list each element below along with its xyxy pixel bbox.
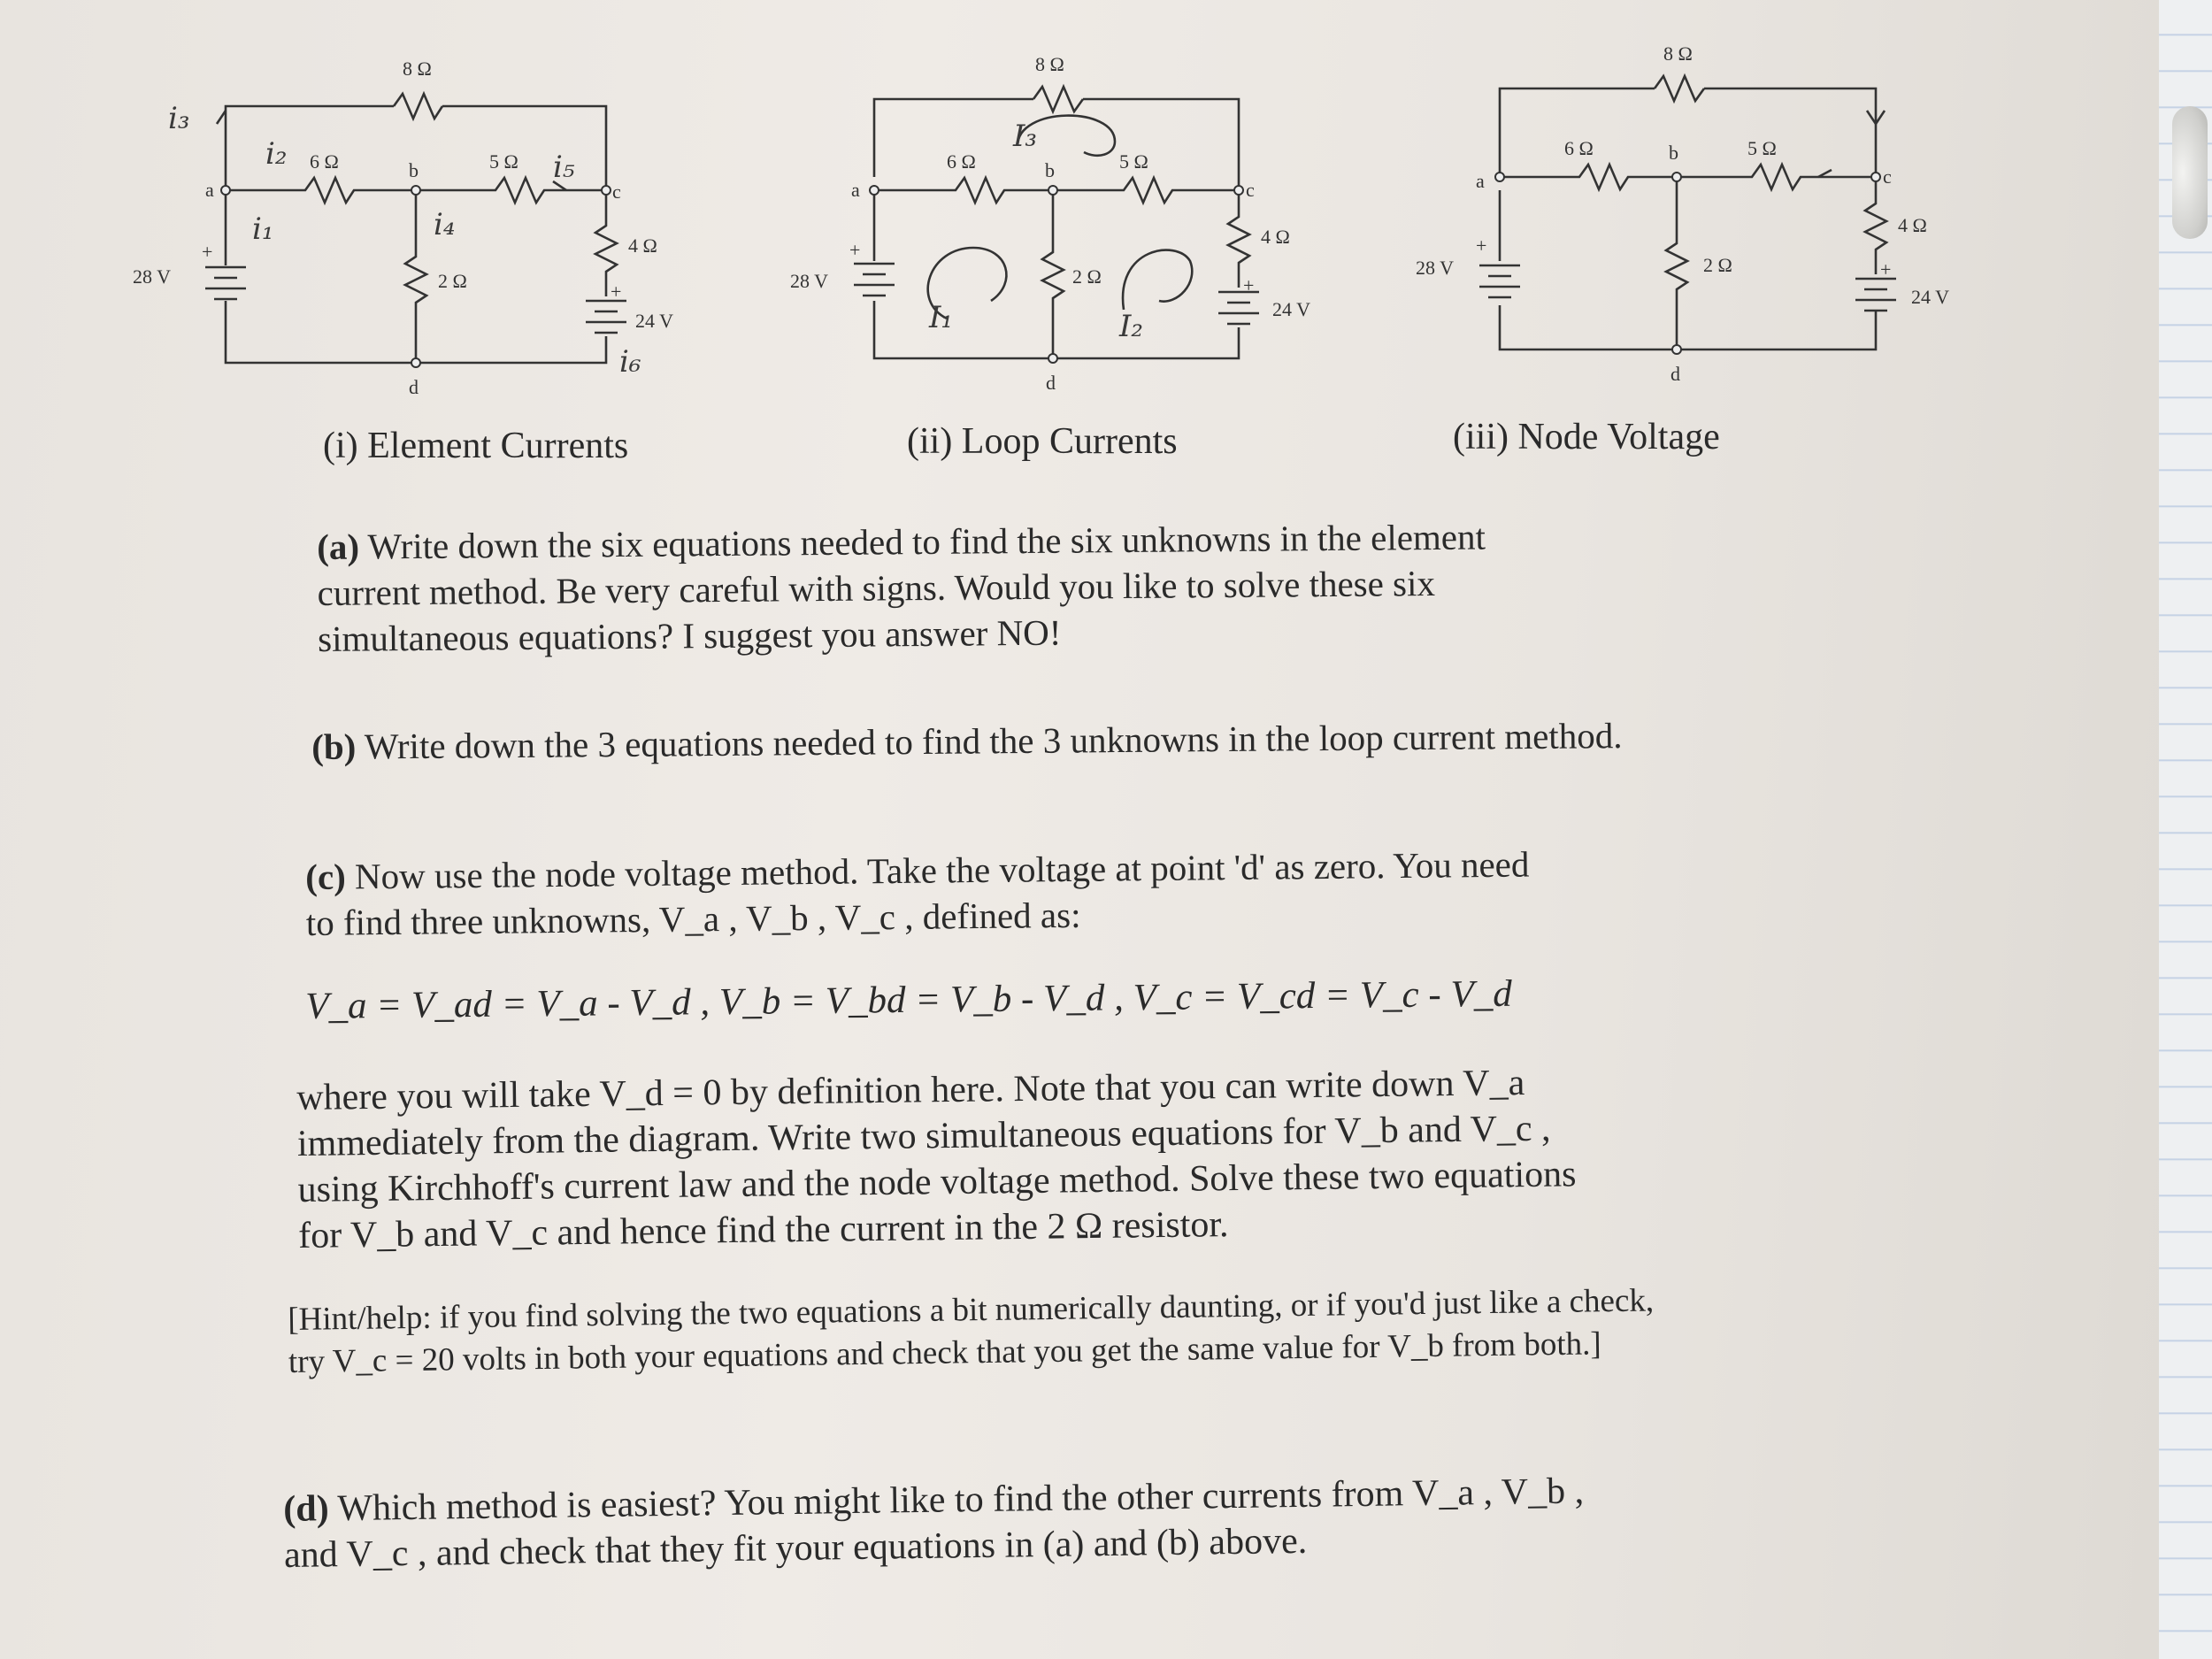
caption-element-currents: (i) Element Currents	[323, 426, 629, 466]
question-d-line2: and V_c , and check that they fit your equations in (a) and (b) above.	[283, 1520, 1308, 1576]
node-b-ii: b	[1045, 159, 1055, 181]
question-c	[305, 841, 1530, 946]
hint-line2: try V_c = 20 volts in both your equations and check that you get the same value for V_b from both.]	[288, 1325, 1601, 1380]
question-d-label: (d)	[283, 1488, 330, 1530]
label-6ohm-iii: 6 Ω	[1564, 137, 1594, 159]
plus-24v-iii: +	[1880, 258, 1892, 280]
label-4ohm-i: 4 Ω	[628, 234, 657, 257]
node-d-ii: d	[1046, 372, 1056, 394]
question-c-line3: where you will take V_d = 0 by definition here. Note that you can write down V_a	[296, 1063, 1525, 1118]
plus-28v-iii: +	[1476, 234, 1487, 257]
label-28v-i: 28 V	[133, 265, 171, 288]
node-c-i: c	[612, 180, 621, 203]
plus-24v-i: +	[611, 280, 622, 303]
question-c-line4: immediately from the diagram. Write two simultaneous equations for V_b and V_c ,	[296, 1108, 1551, 1164]
label-2ohm-ii: 2 Ω	[1072, 265, 1102, 288]
circuit-loop-currents	[790, 53, 1310, 394]
hw-I3: I₃	[1013, 119, 1038, 154]
question-d-line1: Which method is easiest? You might like to find the other currents from V_a , V_b ,	[337, 1471, 1585, 1530]
label-5ohm-i: 5 Ω	[489, 150, 518, 173]
plus-28v-i: +	[202, 241, 213, 263]
node-a-ii: a	[851, 179, 860, 201]
label-5ohm-ii: 5 Ω	[1119, 150, 1148, 173]
node-voltage-definitions: V_a = V_ad = V_a - V_d , V_b = V_bd = V_b - V_d , V_c = V_cd = V_c - V_d	[305, 972, 1512, 1027]
label-28v-iii: 28 V	[1416, 257, 1454, 279]
question-c-line6: for V_b and V_c and hence find the current in the 2 Ω resistor.	[297, 1204, 1229, 1256]
node-b-i: b	[409, 159, 419, 181]
question-d	[283, 1468, 1585, 1578]
question-a	[317, 513, 1486, 662]
question-c-line2: to find three unknowns, V_a , V_b , V_c , defined as:	[305, 894, 1081, 943]
circuit-node-voltage	[1416, 42, 1949, 385]
hw-i5: i₅	[553, 150, 575, 185]
hw-i6: i₆	[619, 344, 641, 380]
question-c-line1: Now use the node voltage method. Take the voltage at point 'd' as zero. You need	[354, 843, 1530, 897]
question-b-line1: Write down the 3 equations needed to find the 3 unknowns in the loop current method.	[364, 715, 1623, 767]
question-a-label: (a)	[317, 526, 360, 567]
node-b-iii: b	[1669, 142, 1678, 164]
node-a-iii: a	[1476, 170, 1485, 192]
label-28v-ii: 28 V	[790, 270, 828, 292]
label-5ohm-iii: 5 Ω	[1747, 137, 1777, 159]
caption-loop-currents: (ii) Loop Currents	[907, 421, 1178, 462]
caption-node-voltage: (iii) Node Voltage	[1453, 417, 1720, 457]
node-a-i: a	[205, 179, 214, 201]
hw-i2: i₂	[265, 136, 288, 172]
plus-28v-ii: +	[849, 239, 861, 261]
question-a-line3: simultaneous equations? I suggest you answer NO!	[317, 611, 1062, 659]
node-d-iii: d	[1671, 363, 1680, 385]
label-24v-i: 24 V	[635, 310, 673, 332]
label-6ohm-ii: 6 Ω	[947, 150, 976, 173]
label-6ohm-i: 6 Ω	[310, 150, 339, 173]
question-c-body	[296, 1059, 1577, 1259]
label-2ohm-iii: 2 Ω	[1703, 254, 1732, 276]
label-8ohm-iii: 8 Ω	[1663, 42, 1693, 65]
label-8ohm-ii: 8 Ω	[1035, 53, 1064, 75]
binder-ring	[2172, 106, 2208, 239]
hw-I1: I₁	[929, 300, 954, 335]
question-c-label: (c)	[305, 856, 347, 897]
hw-i4: i₄	[434, 207, 456, 242]
question-c-line5: using Kirchhoff's current law and the node voltage method. Solve these two equations	[297, 1154, 1577, 1210]
question-a-line2: current method. Be very careful with signs. Would you like to solve these six	[317, 562, 1436, 613]
node-d-i: d	[409, 376, 419, 398]
circuit-diagrams	[0, 0, 2159, 460]
notebook-page-edge	[2159, 0, 2212, 1659]
question-b-label: (b)	[311, 726, 357, 767]
plus-24v-ii: +	[1243, 274, 1255, 296]
label-4ohm-ii: 4 Ω	[1261, 226, 1290, 248]
label-24v-iii: 24 V	[1911, 286, 1949, 308]
label-2ohm-i: 2 Ω	[438, 270, 467, 292]
node-c-iii: c	[1883, 165, 1892, 188]
label-4ohm-iii: 4 Ω	[1898, 214, 1927, 236]
hint-line1: [Hint/help: if you find solving the two equations a bit numerically daunting, or if you'd just like a check,	[288, 1282, 1655, 1338]
hw-I2: I₂	[1119, 309, 1144, 344]
label-8ohm-i: 8 Ω	[403, 58, 432, 80]
label-24v-ii: 24 V	[1272, 298, 1310, 320]
question-a-line1: Write down the six equations needed to find the six unknowns in the element	[367, 516, 1486, 567]
circuit-element-currents	[133, 58, 673, 398]
hw-i3: i₃	[168, 101, 190, 136]
node-c-ii: c	[1246, 179, 1255, 201]
hw-i1: i₁	[252, 211, 274, 247]
